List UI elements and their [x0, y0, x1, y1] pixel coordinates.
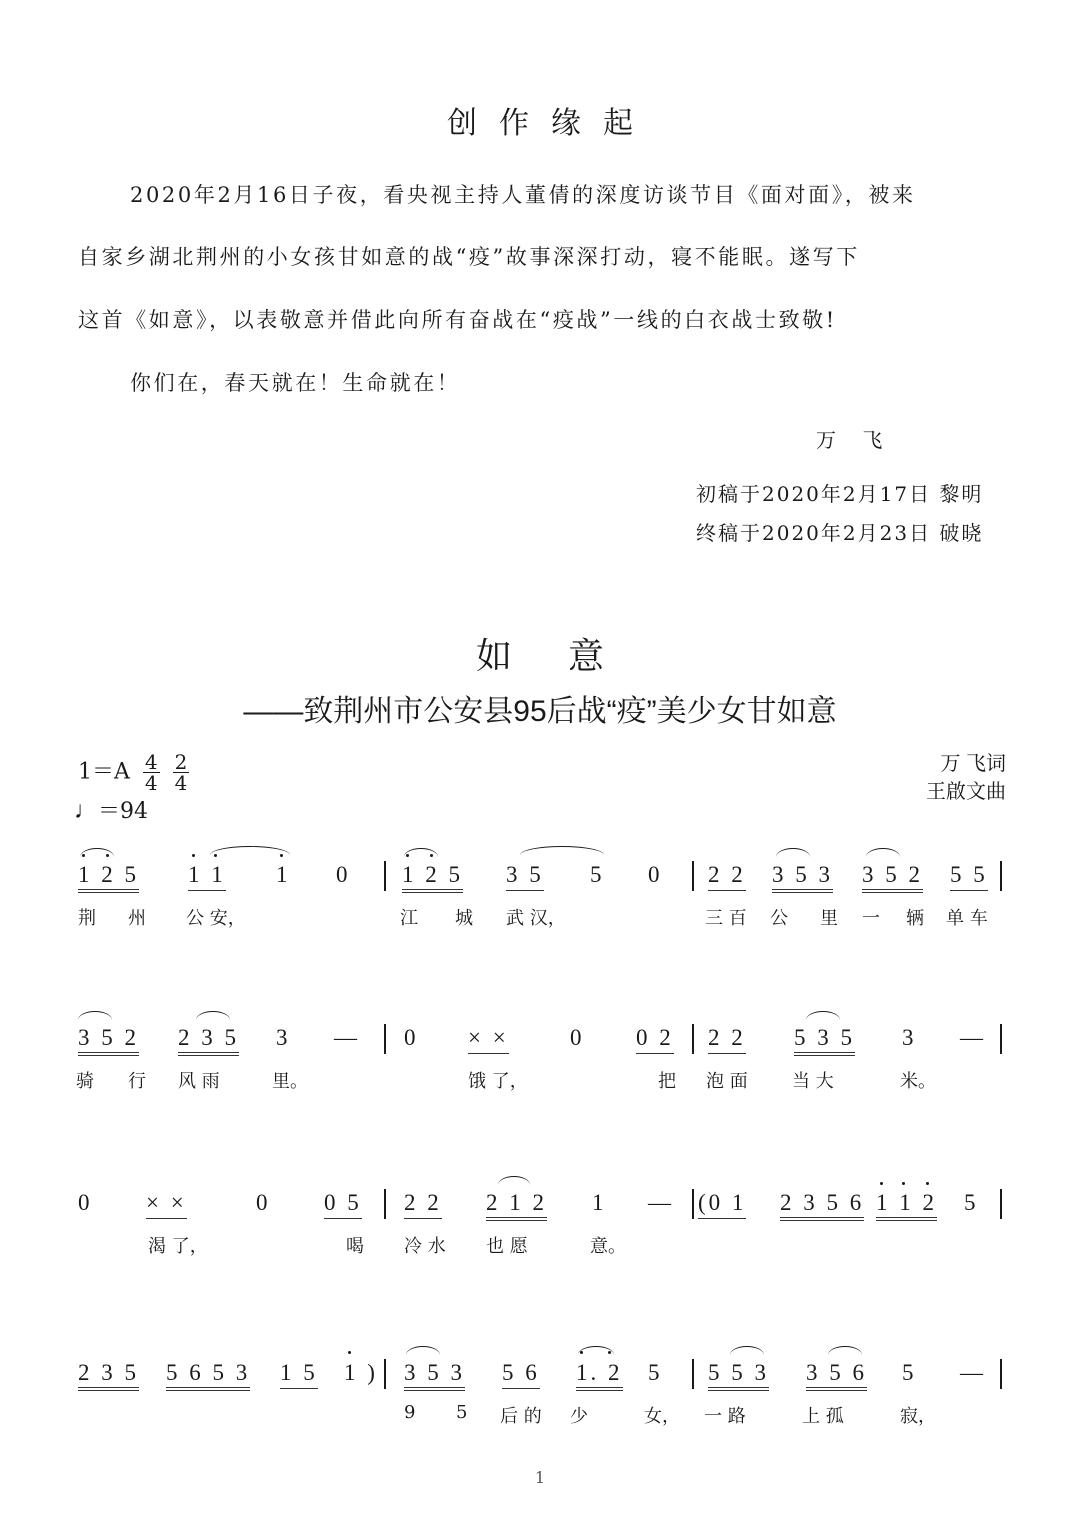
lyric: 米。: [900, 1071, 936, 1092]
time-signature-1: $\frac{4}{4}$: [144, 750, 158, 795]
origin-paragraph-1: 2020年2月16日子夜，看央视主持人董倩的深度访谈节目《面对面》，被来: [130, 183, 916, 207]
song-title: [0, 628, 1080, 679]
lyric: 风 雨: [178, 1071, 220, 1092]
slur-mark: [210, 846, 290, 855]
slur-mark: [776, 848, 810, 857]
lyric: 里: [820, 908, 838, 929]
lyric: 少: [570, 1406, 588, 1427]
barline: [384, 1189, 386, 1219]
origin-paragraph-2: 自家乡湖北荆州的小女孩甘如意的战“疫”故事深深打动，寝不能眠。遂写下: [78, 245, 860, 269]
lyric: 后 的: [500, 1406, 542, 1427]
barline: [384, 1024, 386, 1054]
origin-heading: 创作缘起: [447, 106, 655, 141]
note-group: 2 2: [708, 1025, 746, 1054]
slur-mark: [520, 846, 604, 855]
note-group: 1 ): [344, 1360, 378, 1385]
lyric: 荆: [78, 908, 96, 929]
tempo-marking: [74, 794, 148, 825]
octave-dot: [192, 854, 195, 857]
note-group: 0: [256, 1190, 271, 1215]
note-group: 0 5: [324, 1190, 362, 1219]
note-group: 0: [570, 1025, 585, 1050]
note-group: 0: [336, 862, 351, 887]
slur-mark: [866, 848, 900, 857]
note-group: 2 2: [404, 1190, 442, 1219]
note-group: 1 1: [188, 862, 226, 891]
note-group: 2 3 5: [178, 1025, 239, 1056]
note-group: —: [334, 1025, 360, 1050]
composer: 王啟文曲: [926, 781, 1006, 803]
note-group: 5 6: [502, 1360, 540, 1389]
octave-dot: [902, 1182, 905, 1185]
note-group: 3: [276, 1025, 291, 1050]
note-group: 1 2 5: [402, 862, 463, 893]
lyric: 把: [658, 1071, 676, 1092]
note-group: 5 5 3: [708, 1360, 769, 1391]
slur-mark: [498, 1176, 530, 1185]
note-group: —: [960, 1025, 986, 1050]
final-draft-date: 终稿于2020年2月23日 破晓: [696, 521, 984, 545]
lyric: 上 孤: [802, 1406, 844, 1427]
barline: [384, 861, 386, 891]
barline: [1000, 1024, 1002, 1054]
note-group: 3 5 2: [862, 862, 923, 893]
note-group: 1 2 5: [78, 862, 139, 893]
note-group: 1: [592, 1190, 607, 1215]
lyric: 一 路: [704, 1406, 746, 1427]
barline: [384, 1359, 386, 1389]
octave-dot: [348, 1351, 351, 1354]
key-signature: [78, 752, 189, 793]
note-group: 3 5 2: [78, 1025, 139, 1056]
lyric: 公: [770, 908, 788, 929]
note-group: (0 1: [698, 1190, 746, 1219]
slur-mark: [406, 1346, 440, 1355]
note-group: —: [960, 1360, 986, 1385]
lyric: 冷 水: [404, 1236, 446, 1257]
song-title-char-1: 如: [475, 636, 512, 677]
octave-dot: [880, 1182, 883, 1185]
slur-mark: [806, 1011, 840, 1020]
lyric: 州: [128, 908, 146, 929]
note-group: 3 5 3: [404, 1360, 465, 1391]
lyric: 公 安，: [186, 908, 246, 929]
slur-mark: [80, 848, 114, 857]
note-group: 5 6 5 3: [166, 1360, 250, 1391]
slur-mark: [196, 1011, 230, 1020]
lyric: 女，: [644, 1406, 680, 1427]
lyric: 饿 了，: [468, 1071, 528, 1092]
note-group: 3 5 6: [806, 1360, 867, 1391]
barline: [1000, 1359, 1002, 1389]
lyricist: 万 飞词: [940, 753, 1006, 775]
lyric: 里。: [272, 1071, 308, 1092]
note-group: 0: [648, 862, 663, 887]
note-group: 3 5 3: [772, 862, 833, 893]
credits: [926, 750, 1006, 806]
note-group: 5: [648, 1360, 663, 1385]
barline: [692, 1024, 694, 1054]
lyric: 9: [404, 1402, 416, 1423]
lyric: 当 大: [792, 1071, 834, 1092]
note-group: 1 5: [280, 1360, 318, 1389]
note-group: —: [648, 1190, 674, 1215]
slur-mark: [828, 1346, 862, 1355]
origin-paragraph-4: 你们在，春天就在！生命就在！: [130, 371, 461, 395]
note-group: 3 5: [506, 862, 544, 891]
note-group: 2 2: [708, 862, 746, 891]
barline: [1000, 861, 1002, 891]
barline: [692, 861, 694, 891]
note-group: 5 5: [950, 862, 988, 891]
lyric: 骑: [76, 1071, 94, 1092]
first-draft-date: 初稿于2020年2月17日 黎明: [696, 482, 984, 506]
lyric: 一: [862, 908, 880, 929]
note-group: 0: [404, 1025, 419, 1050]
time-signature-2: $\frac{2}{4}$: [174, 750, 188, 795]
origin-paragraph-3: 这首《如意》，以表敬意并借此向所有奋战在“疫战”一线的白衣战士致敬!: [78, 308, 837, 332]
note-group: 2 3 5 6: [780, 1190, 864, 1221]
note-group: 5: [964, 1190, 979, 1215]
note-group: × ×: [468, 1025, 509, 1054]
lyric: 也 愿: [486, 1236, 528, 1257]
lyric: 寂，: [900, 1406, 936, 1427]
lyric: 泡 面: [706, 1071, 748, 1092]
lyric: 辆: [906, 908, 924, 929]
barline: [692, 1189, 694, 1219]
note-group: 1: [276, 862, 291, 887]
lyric: 5: [456, 1402, 468, 1423]
barline: [692, 1359, 694, 1389]
octave-dot: [926, 1182, 929, 1185]
lyric: 武 汉，: [506, 908, 566, 929]
note-group: 5 3 5: [794, 1025, 855, 1056]
lyric: 城: [455, 908, 473, 929]
note-group: 3: [902, 1025, 917, 1050]
key-label: 1＝A: [78, 759, 130, 785]
barline: [1000, 1189, 1002, 1219]
lyric: 意。: [590, 1236, 626, 1257]
lyric: 行: [128, 1071, 146, 1092]
tempo-value: ＝94: [98, 799, 148, 824]
lyric: 喝: [346, 1236, 364, 1257]
note-group: 1. 2: [576, 1360, 623, 1391]
lyric: 江: [400, 908, 418, 929]
note-group: 0 2: [636, 1025, 674, 1054]
note-group: 5: [902, 1360, 917, 1385]
lyric: 渴 了，: [148, 1236, 208, 1257]
origin-author: 万 飞: [816, 428, 893, 452]
note-group: 2 3 5: [78, 1360, 139, 1391]
song-title-char-2: 意: [568, 636, 605, 677]
page-number: 1: [534, 1468, 546, 1487]
note-group: 0: [78, 1190, 93, 1215]
note-group: 1 1 2: [876, 1190, 937, 1221]
note-group: × ×: [146, 1190, 187, 1219]
slur-mark: [78, 1011, 112, 1020]
slur-mark: [578, 1346, 614, 1355]
note-group: 5: [590, 862, 605, 887]
lyric: 三 百: [705, 908, 747, 929]
lyric: 单 车: [946, 908, 988, 929]
note-group: 2 1 2: [486, 1190, 547, 1221]
slur-mark: [404, 848, 438, 857]
quarter-note-icon: ♩: [74, 798, 98, 824]
song-subtitle: ——致荆州市公安县95后战“疫”美少女甘如意: [243, 695, 837, 728]
slur-mark: [730, 1346, 764, 1355]
